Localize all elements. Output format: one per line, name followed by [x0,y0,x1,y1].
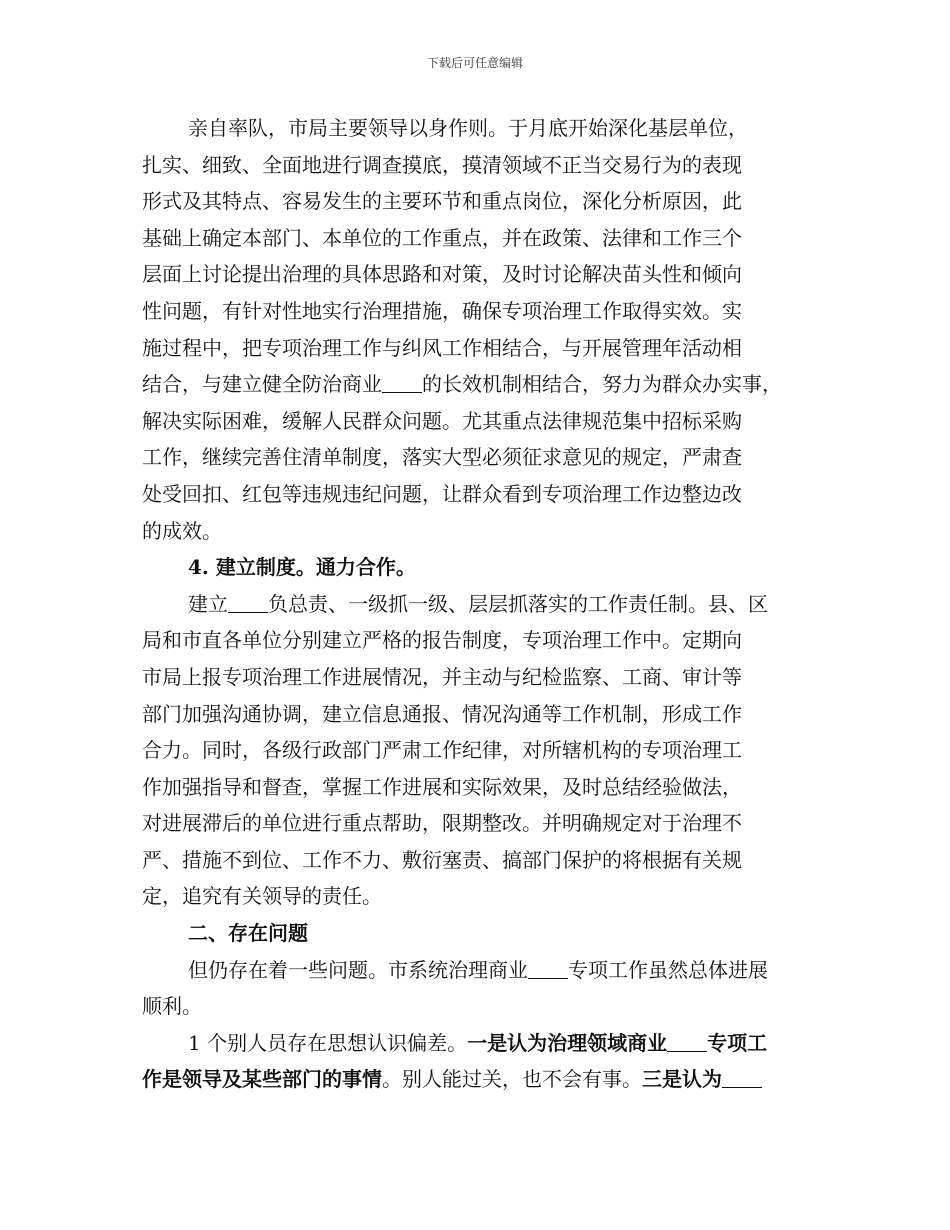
text-line: 亲自率队，市局主要领导以身作则。于月底开始深化基层单位， [188,116,748,140]
text-line: 施过程中，把专项治理工作与纠风工作相结合，与开展管理年活动相 [142,335,742,360]
blank-underline [228,611,268,613]
blank-underline [722,1086,762,1088]
document-body [142,110,810,1098]
text-line: 层面上讨论提出治理的具体思路和对策，及时讨论解决苗头性和倾向 [142,262,742,287]
text-line: 定，追究有关领导的责任。 [142,884,382,909]
section-heading: 二、存在问题 [188,921,308,946]
text-line: 市局上报专项治理工作进展情况，并主动与纪检监察、工商、审计等 [142,664,742,689]
text-line: 对进展滞后的单位进行重点帮助，限期整改。并明确规定对于治理不 [142,811,742,836]
text-fragment: 负总责、一级抓一级、层层抓落实的工作责任制。县、区 [268,591,768,616]
text-fragment: 专项工作虽然总体进展 [568,957,768,982]
text-line: 作加强指导和督查，掌握工作进展和实际效果，及时总结经验做法， [142,774,742,799]
section-heading: 4. 建立制度。通力合作。 [188,555,416,580]
text-line [142,1061,810,1098]
text-line: 扎实、细致、全面地进行调查摸底，摸清领域不正当交易行为的表现 [142,152,742,177]
page-header: 下载后可任意编辑 [426,56,523,70]
text-line: 严、措施不到位、工作不力、敷衍塞责、搞部门保护的将根据有关规 [142,847,742,872]
blank-underline [667,1050,707,1052]
text-line: 的成效。 [142,518,222,543]
text-line: 合力。同时，各级行政部门严肃工作纪律，对所辖机构的专项治理工 [142,738,742,763]
text-line: 处受回扣、红包等违规违纪问题，让群众看到专项治理工作边整边改 [142,481,742,506]
text-line: 工作，继续完善住清单制度，落实大型必须征求意见的规定，严肃查 [142,445,742,470]
text-line: 部门加强沟通协调，建立信息通报、情况沟通等工作机制，形成工作 [142,701,742,726]
bold-fragment: 作是领导及某些部门的事情 [142,1067,382,1092]
text-line: 顺利。 [142,994,202,1019]
text-line: 局和市直各单位分别建立严格的报告制度，专项治理工作中。定期向 [142,628,742,653]
bold-fragment: 三是认为 [642,1067,722,1092]
bold-fragment: 一是认为治理领域商业 [467,1030,668,1055]
bold-fragment: 专项工 [707,1030,768,1055]
text-line [142,586,810,623]
text-line [142,952,810,989]
text-line: 基础上确定本部门、本单位的工作重点，并在政策、法律和工作三个 [142,225,742,250]
text-line: 解决实际困难，缓解人民群众问题。尤其重点法律规范集中招标采购 [142,408,742,433]
text-fragment: 但仍存在着一些问题。市系统治理商业 [188,957,528,982]
text-fragment: 建立 [188,591,228,616]
text-fragment: 1 个别人员存在思想认识偏差。 [188,1030,468,1055]
text-line: 形式及其特点、容易发生的主要环节和重点岗位，深化分析原因，此 [142,189,742,214]
blank-underline [528,977,568,979]
text-line [142,1025,810,1062]
text-fragment: 。别人能过关，也不会有事。 [382,1067,642,1092]
blank-underline [382,391,422,393]
text-fragment: 的长效机制相结合，努力为群众办实事， [422,372,782,397]
text-line [142,366,810,403]
text-line: 性问题，有针对性地实行治理措施，确保专项治理工作取得实效。实 [142,298,742,323]
text-fragment: 结合，与建立健全防治商业 [142,372,382,397]
